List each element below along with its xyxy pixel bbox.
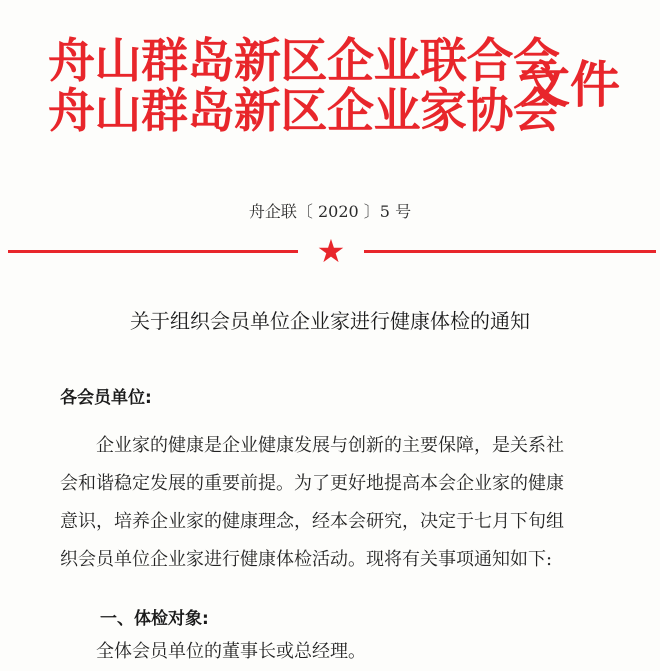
section-text: 全体会员单位的董事长或总经理。 <box>96 641 366 662</box>
body-paragraph-line: 企业家的健康是企业健康发展与创新的主要保障，是关系社 <box>96 435 564 456</box>
body-paragraph-line: 织会员单位企业家进行健康体检活动。现将有关事项通知如下: <box>60 549 553 570</box>
document-number: 舟企联〔 2020 〕5 号 <box>248 202 412 221</box>
letterhead <box>0 0 660 150</box>
section-heading: 一、体检对象: <box>100 609 209 629</box>
red-rule-left <box>8 250 298 253</box>
body-paragraph-line: 会和谐稳定发展的重要前提。为了更好地提高本会企业家的健康 <box>60 473 564 494</box>
notice-title: 关于组织会员单位企业家进行健康体检的通知 <box>130 309 530 333</box>
red-rule-right <box>364 250 656 253</box>
body-paragraph-line: 意识，培养企业家的健康理念，经本会研究，决定于七月下旬组 <box>60 511 564 532</box>
document-label: 文件 <box>520 55 620 114</box>
salutation: 各会员单位: <box>60 388 152 408</box>
org-name-line-1: 舟山群岛新区企业联合会 <box>48 34 560 89</box>
org-name-line-2: 舟山群岛新区企业家协会 <box>48 84 560 139</box>
star-icon: ★ <box>316 232 346 270</box>
